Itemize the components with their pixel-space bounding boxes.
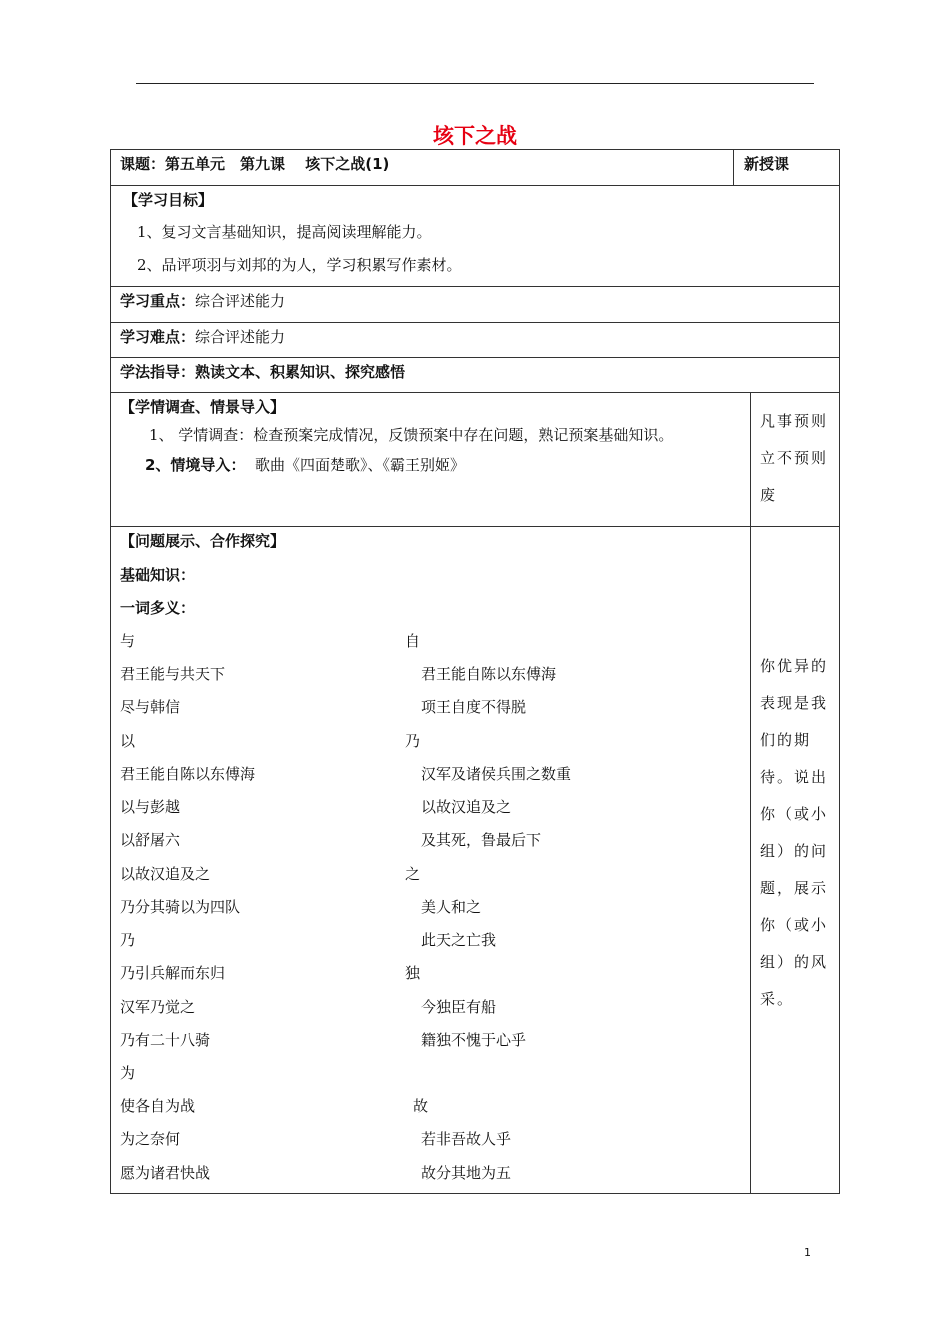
intro-row (111, 393, 839, 527)
polysemy-example: 故分其地为五 (421, 1164, 512, 1182)
polysemy-example: 以故汉追及之 (421, 798, 512, 816)
polysemy-word: 乃 (120, 931, 136, 949)
objectives-heading: 【学习目标】 (123, 191, 214, 209)
document-title: 垓下之战 (433, 124, 517, 148)
intro-note-cell (751, 393, 839, 526)
focus-value: 综合评述能力 (195, 292, 286, 310)
polysemy-example: 以舒屠六 (120, 831, 181, 849)
polysemy-word: 之 (405, 865, 421, 883)
polysemy-word: 与 (120, 632, 136, 650)
header-rule (136, 83, 814, 84)
polysemy-example: 汉军及诸侯兵围之数重 (421, 765, 572, 783)
polysemy-example: 以故汉追及之 (120, 865, 211, 883)
polysemy-example: 尽与韩信 (120, 698, 181, 716)
page-number: 1 (804, 1246, 811, 1259)
course-cell (111, 150, 734, 185)
polysemy-example: 君王能与共天下 (120, 665, 226, 683)
lesson-table (110, 149, 840, 1194)
polysemy-example: 及其死，鲁最后下 (421, 831, 542, 849)
objective-item: 2、品评项羽与刘邦的为人，学习积累写作素材。 (137, 256, 462, 274)
difficulty-row (111, 323, 839, 358)
polysemy-example: 汉军乃觉之 (120, 998, 196, 1016)
inquiry-heading: 【问题展示、合作探究】 (120, 532, 286, 550)
inquiry-note: 你优异的表现是我们的期待。说出你（或小组）的问题，展示你（或小组）的风采。 (760, 657, 829, 1008)
polysemy-example: 以与彭越 (120, 798, 181, 816)
polysemy-example: 为之奈何 (120, 1130, 181, 1148)
lesson-type-cell (734, 150, 839, 185)
polysemy-example: 君王能自陈以东傅海 (120, 765, 256, 783)
difficulty-value: 综合评述能力 (195, 328, 286, 346)
polysemy-example: 乃引兵解而东归 (120, 964, 226, 982)
intro-note: 凡事预则立不预则废 (760, 412, 829, 504)
inquiry-row (111, 527, 839, 1193)
polysemy-example: 乃分其骑以为四队 (120, 898, 241, 916)
polysemy-word: 自 (405, 632, 421, 650)
polysemy-word: 乃 (405, 732, 421, 750)
polysemy-word: 为 (120, 1064, 136, 1082)
inquiry-note-cell (751, 527, 839, 1193)
polysemy-label: 一词多义： (120, 599, 196, 617)
objective-item: 1、复习文言基础知识，提高阅读理解能力。 (137, 223, 432, 241)
objectives-row (111, 186, 839, 287)
intro-heading: 【学情调查、情景导入】 (120, 398, 286, 416)
polysemy-example: 愿为诸君快战 (120, 1164, 211, 1182)
polysemy-example: 此天之亡我 (421, 931, 497, 949)
inquiry-main-cell (111, 527, 751, 1193)
intro-item-scene-label: 2、情境导入： (145, 456, 246, 474)
polysemy-word: 独 (405, 964, 421, 982)
method-row (111, 358, 839, 393)
polysemy-word: 故 (413, 1097, 429, 1115)
polysemy-example: 若非吾故人乎 (421, 1130, 512, 1148)
polysemy-example: 美人和之 (421, 898, 482, 916)
polysemy-example: 今独臣有船 (421, 998, 497, 1016)
lesson-header-row (111, 150, 839, 186)
intro-main-cell (111, 393, 751, 526)
focus-row (111, 287, 839, 323)
polysemy-example: 乃有二十八骑 (120, 1031, 211, 1049)
focus-label: 学习重点： (120, 292, 196, 310)
method-text: 学法指导：熟读文本、积累知识、探究感悟 (120, 363, 406, 381)
course-title: 课题：第五单元 第九课 垓下之战(1) (120, 155, 390, 173)
polysemy-example: 君王能自陈以东傅海 (421, 665, 557, 683)
difficulty-label: 学习难点： (120, 328, 196, 346)
basics-label: 基础知识： (120, 566, 196, 584)
polysemy-example: 使各自为战 (120, 1097, 196, 1115)
intro-item-scene-value: 歌曲《四面楚歌》、《霸王别姬》 (255, 456, 466, 474)
polysemy-example: 籍独不愧于心乎 (421, 1031, 527, 1049)
intro-item-survey: 1、 学情调查：检查预案完成情况，反馈预案中存在问题，熟记预案基础知识。 (149, 426, 674, 444)
lesson-type: 新授课 (744, 155, 790, 173)
polysemy-word: 以 (120, 732, 136, 750)
polysemy-example: 项王自度不得脱 (421, 698, 527, 716)
